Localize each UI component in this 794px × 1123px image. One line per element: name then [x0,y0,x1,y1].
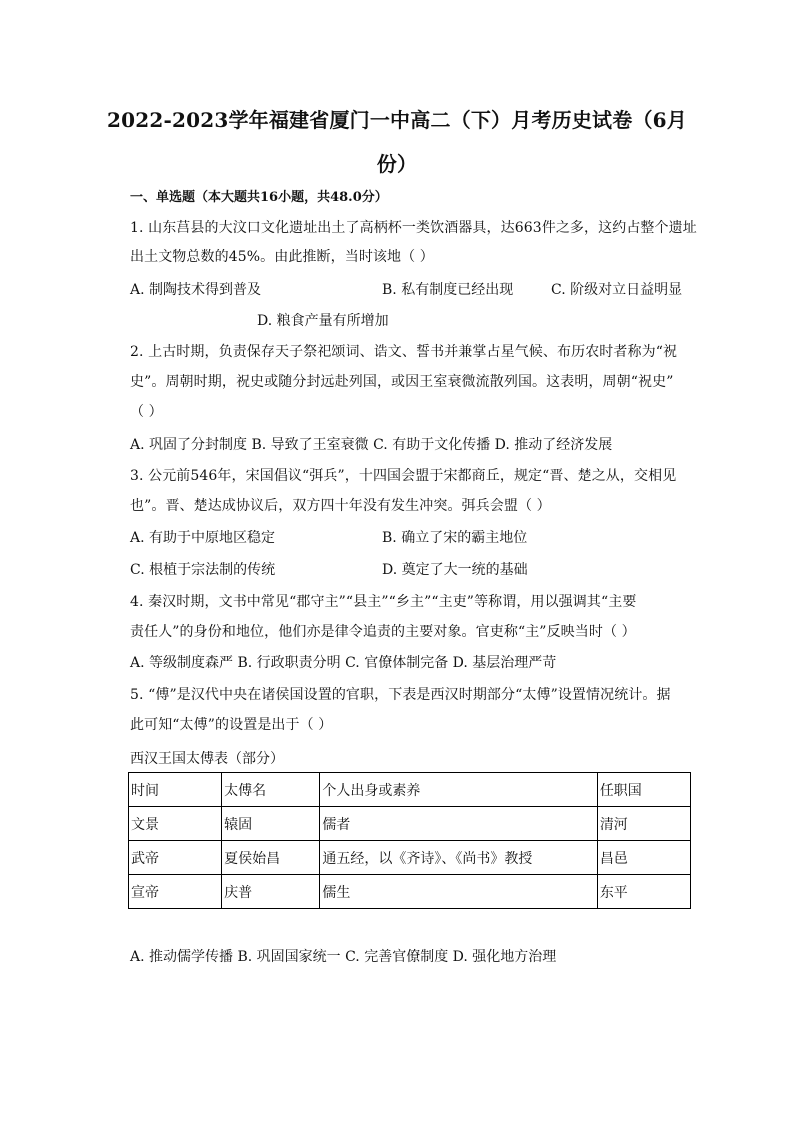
table-cell: 儒生 [320,875,597,909]
title-line-1: 2022-2023学年福建省厦门一中高二（下）月考历史试卷（6月 [107,108,687,132]
table-cell: 清河 [597,807,690,841]
q1-line-2: 出土文物总数的45%。由此推断，当时该地（ ） [130,249,434,265]
table-row [129,875,691,909]
section-heading: 一、单选题（本大题共16小题，共48.0分） [130,190,388,205]
q1-option-b: B. 私有制度已经出现 [382,282,514,298]
q3-option-d: D. 奠定了大一统的基础 [382,562,528,578]
table-cell: 夏侯始昌 [222,841,320,875]
table-row [129,807,691,841]
q2-line-2: 史”。周朝时期，祝史或随分封远赴列国，或因王室衰微流散列国。这表明，周朝“祝史” [130,374,674,390]
table-cell: 东平 [597,875,690,909]
table-cell: 宣帝 [129,875,222,909]
exam-title [100,98,694,186]
q5-line-2: 此可知“太傅”的设置是出于（ ） [130,717,333,733]
title-line-2: 份） [376,152,418,176]
table-header-cell: 任职国 [597,773,690,807]
table-header-cell: 时间 [129,773,222,807]
taifu-table [128,772,691,909]
table-cell: 武帝 [129,841,222,875]
table-caption: 西汉王国太傅表（部分） [130,751,284,767]
table-header-row [129,773,691,807]
q1-option-c: C. 阶级对立日益明显 [551,282,683,298]
q2-line-3: （ ） [130,404,163,420]
table-cell: 儒者 [320,807,597,841]
q4-options: A. 等级制度森严 B. 行政职责分明 C. 官僚体制完备 D. 基层治理严苛 [130,655,557,671]
q2-options: A. 巩固了分封制度 B. 导致了王室衰微 C. 有助于文化传播 D. 推动了经济发展 [130,437,613,453]
table-header-cell: 太傅名 [222,773,320,807]
table-cell: 辕固 [222,807,320,841]
q2-line-1: 2. 上古时期，负责保存天子祭祀颂词、诰文、誓书并兼掌占星气候、布历农时者称为“祝 [130,344,678,360]
q4-line-1: 4. 秦汉时期，文书中常见“郡守主”“县主”“乡主”“主吏”等称谓，用以强调其“主要 [130,594,637,610]
table-cell: 庆普 [222,875,320,909]
table-row [129,841,691,875]
table-cell: 昌邑 [597,841,690,875]
q5-options: A. 推动儒学传播 B. 巩固国家统一 C. 完善官僚制度 D. 强化地方治理 [130,949,557,965]
q3-option-a: A. 有助于中原地区稳定 [130,530,276,546]
q3-line-1: 3. 公元前546年，宋国倡议“弭兵”，十四国会盟于宋都商丘，规定“晋、楚之从，交相见 [130,468,677,484]
q5-line-1: 5. “傅”是汉代中央在诸侯国设置的官职，下表是西汉时期部分“太傅”设置情况统计。据 [130,687,671,703]
q3-line-2: 也”。晋、楚达成协议后，双方四十年没有发生冲突。弭兵会盟（ ） [130,498,551,514]
q1-option-a: A. 制陶技术得到普及 [130,282,262,298]
q4-line-2: 责任人”的身份和地位，他们亦是律令追责的主要对象。官吏称“主”反映当时（ ） [130,624,636,640]
q3-option-b: B. 确立了宋的霸主地位 [382,530,528,546]
table-cell: 文景 [129,807,222,841]
table-header-cell: 个人出身或素养 [320,773,597,807]
q1-option-d: D. 粮食产量有所增加 [257,313,389,329]
table-cell: 通五经，以《齐诗》、《尚书》教授 [320,841,597,875]
q1-line-1: 1. 山东莒县的大汶口文化遗址出土了高柄杯一类饮酒器具，达663件之多，这约占整个遗址 [130,220,697,236]
q3-option-c: C. 根植于宗法制的传统 [130,562,276,578]
